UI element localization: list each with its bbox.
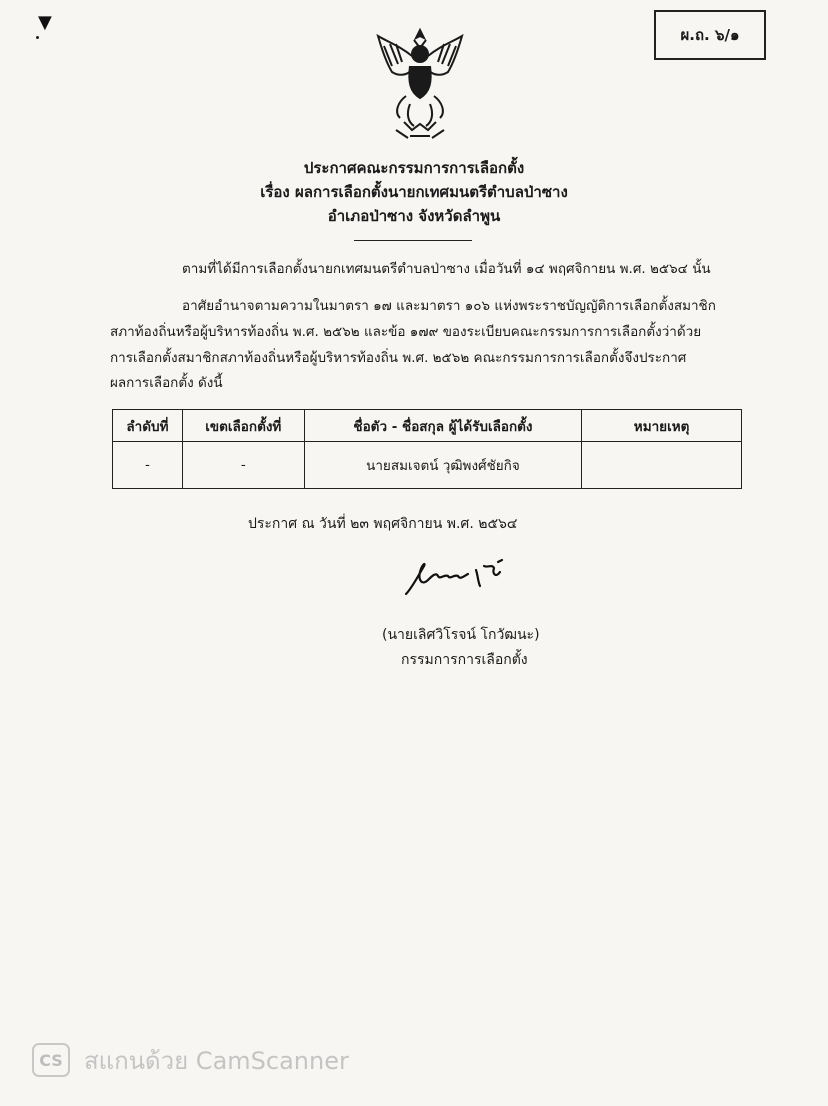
garuda-emblem-icon bbox=[370, 26, 470, 142]
election-results-table bbox=[112, 409, 742, 489]
cell-district: - bbox=[182, 442, 304, 489]
announcement-subject: เรื่อง ผลการเลือกตั้งนายกเทศมนตรีตำบลป่าซาง bbox=[260, 183, 568, 201]
header-elected-name: ชื่อตัว - ชื่อสกุล ผู้ได้รับเลือกตั้ง bbox=[304, 410, 581, 442]
camscanner-logo-icon: CS bbox=[32, 1043, 70, 1077]
form-code-box: ผ.ถ. ๖/๑ bbox=[654, 10, 766, 60]
cell-remarks bbox=[582, 442, 742, 489]
table-header-row bbox=[113, 410, 742, 442]
signer-title: กรรมการการเลือกตั้ง bbox=[401, 652, 528, 668]
body-paragraph-2-line-4: ผลการเลือกตั้ง ดังนี้ bbox=[110, 375, 223, 391]
signer-name: (นายเลิศวิโรจน์ โกวัฒนะ) bbox=[382, 627, 540, 643]
table-row bbox=[113, 442, 742, 489]
cell-order: - bbox=[113, 442, 183, 489]
body-paragraph-2-line-1: อาศัยอำนาจตามความในมาตรา ๑๗ และมาตรา ๑๐๖ แห่งพระราชบัญญัติการเลือกตั้งสมาชิก bbox=[182, 298, 716, 314]
watermark-text: สแกนด้วย CamScanner bbox=[84, 1046, 349, 1075]
corner-mark-icon: ▼ bbox=[38, 12, 52, 33]
announcement-date: ประกาศ ณ วันที่ ๒๓ พฤศจิกายน พ.ศ. ๒๕๖๔ bbox=[248, 516, 518, 532]
handwritten-signature bbox=[402, 558, 520, 598]
body-paragraph-2-line-3: การเลือกตั้งสมาชิกสภาท้องถิ่นหรือผู้บริหารท้องถิ่น พ.ศ. ๒๕๖๒ คณะกรรมการการเลือกตั้งจึงประกาศ bbox=[110, 350, 687, 366]
header-order: ลำดับที่ bbox=[113, 410, 183, 442]
heading-divider bbox=[354, 240, 472, 241]
scan-speck bbox=[36, 36, 39, 39]
body-paragraph-1: ตามที่ได้มีการเลือกตั้งนายกเทศมนตรีตำบลป่าซาง เมื่อวันที่ ๑๔ พฤศจิกายน พ.ศ. ๒๕๖๔ นั้น bbox=[182, 261, 711, 277]
camscanner-watermark bbox=[32, 1040, 349, 1080]
header-district: เขตเลือกตั้งที่ bbox=[182, 410, 304, 442]
body-paragraph-2-line-2: สภาท้องถิ่นหรือผู้บริหารท้องถิ่น พ.ศ. ๒๕๖๒ และข้อ ๑๗๙ ของระเบียบคณะกรรมการการเลือกตั้งว่าด้วย bbox=[110, 324, 702, 340]
cell-elected-name: นายสมเจตน์ วุฒิพงศ์ชัยกิจ bbox=[304, 442, 581, 489]
announcement-title: ประกาศคณะกรรมการการเลือกตั้ง bbox=[303, 159, 525, 177]
header-remarks: หมายเหตุ bbox=[582, 410, 742, 442]
announcement-location: อำเภอป่าซาง จังหวัดลำพูน bbox=[327, 207, 501, 225]
